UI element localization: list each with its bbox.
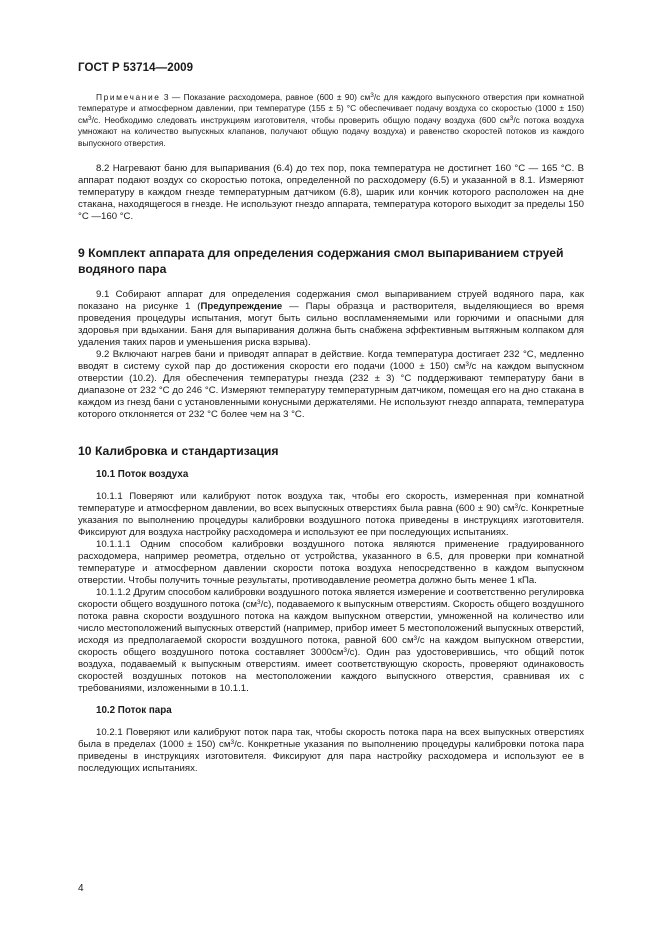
paragraph-8-2: 8.2 Нагревают баню для выпаривания (6.4) до тех пор, пока температура не достигнет 160 °С — 165 °С. В аппарат подают воздух со скоростью потока, определенной по расходомеру (6.5) и указанной в 8.1. Измеряют температуру в каждом гнезде температурным датчиком (6.8), шарик или кончик которого расположен на дне стакана, находящегося в гнезде. Не используют гнездо аппарата, температура которого выходит за пределы 150 °С —160 °С. <box>78 163 584 223</box>
note-paragraph: Примечание 3 — Показание расходомера, равное (600 ± 90) $см^3/с$ для каждого выпускного отверстия при комнатной температуре и атмосферном давлении, при температуре (155 ± 5) °С обеспечивает подачу воздуха со скоростью (1000 ± 150) $см^3/с$. Необходимо следовать инструкциям изготовителя, чтобы проверить общую подачу воздуха (600 $см^3/с$ потока воздуха умножают на количество выпускных клапанов, получают общую подачу воздуха) и равенство скоростей потоков из каждого выпускного отверстия. <box>78 92 585 148</box>
paragraph-9-1: 9.1 Собирают аппарат для определения содержания смол выпариванием струей водяного пара, как показано на рисунке 1 (Предупреждение — Пары образца и растворителя, выделяющиеся во время проведения процедуры испытания, могут быть сильно воспламеняемыми или горючими и опасными для здоровья при вдыхании. Баня для выпаривания должна быть снабжена эффективным вытяжным колпаком для удаления таких паров и уменьшения риска взрыва). <box>78 289 584 349</box>
paragraph-10-1-1-1: 10.1.1.1 Одним способом калибровки воздушного потока являются применение градуированного расходомера, например реометра, отдельно от устройства, указанного в 6.5, для проверки при комнатной температуре и атмосферном давлении скорости потока воздуха непосредственно в каждом выпускном отверстии. Чтобы получить точные результаты, противодавление реометра должно быть менее 1 кПа. <box>78 539 584 587</box>
warning-label: Предупреждение <box>200 301 283 313</box>
paragraph-10-1-1-2: 10.1.1.2 Другим способом калибровки воздушного потока является измерение и соответственно регулировка скорости общего воздушного потока $(см^3/с)$, подаваемого к выпускным отверстиям. Скорость общего воздушного потока равна скорости воздушного потока на каждом выпускном отверстии, умноженной на количество или число местоположений выпускных отверстий (например, прибор имеет 5 местоположений выпускных отверстий, исходя из предполагаемой скорости воздушного потока, равной 600 $см^3/с$ на каждом выпускном отверстии, скорость общего воздушного потока составляет $3000см^3/с$). Один раз удостоверившись, что общий поток воздуха, подаваемый к выпускным отверстиям. имеет соответствующую скорость, проверяют одинаковость скоростей воздушных потоков на местоположении каждого выпускного отверстия, сравнивая их с требованиями, изложенными в 10.1.1. <box>78 587 585 695</box>
document-code-header: ГОСТ Р 53714—2009 <box>78 62 194 74</box>
paragraph-10-2-1: 10.2.1 Поверяют или калибруют поток пара так, чтобы скорость потока пара на всех выпускных отверстиях была в пределах (1000 ± 150) $см^3/с$. Конкретные указания по выполнению процедуры калибровки потока пара приведены в инструкциях изготовителя. Фиксируют для пара настройку расходомера и используют ее в последующих испытаниях. <box>78 727 584 775</box>
section-9-title: 9 Комплект аппарата для определения содержания смол выпариванием струей водяного пара <box>78 246 564 277</box>
section-10-title: 10 Калибровка и стандартизация <box>78 444 279 459</box>
page-number: 4 <box>78 883 84 894</box>
page-body <box>78 92 584 775</box>
paragraph-10-1-1: 10.1.1 Поверяют или калибруют поток воздуха так, чтобы его скорость, измеренная при комнатной температуре и атмосферном давлении, во всех выпускных отверстиях была равна (600 ± 90) $см^3/с$. Конкретные указания по выполнению процедуры калибровки воздушного потока приведены в инструкциях изготовителя. Фиксируют для воздуха настройку расходомера и используют ее при последующих испытаниях. <box>78 491 584 539</box>
subsection-10-1-title: 10.1 Поток воздуха <box>96 469 189 481</box>
subsection-10-2-title: 10.2 Поток пара <box>96 705 172 717</box>
paragraph-9-2: 9.2 Включают нагрев бани и приводят аппарат в действие. Когда температура достигает 232 °С, медленно вводят в систему сухой пар до достижения скорости его подачи (1000 ± 150) $см^3/с$ на каждом выпускном отверстии (10.2). Для обеспечения температуры гнезда (232 ± 3) °С поддерживают температуру бани в диапазоне от 232 °С до 246 °С. Измеряют температуру температурным датчиком, помещая его на дно стакана в каждом из гнезд бани с установленными конусными держателями. Не используют гнездо аппарата, температура которого отклоняется от 232 °С более чем на 3 °С. <box>78 349 585 421</box>
note-label: Примечание <box>96 92 161 102</box>
